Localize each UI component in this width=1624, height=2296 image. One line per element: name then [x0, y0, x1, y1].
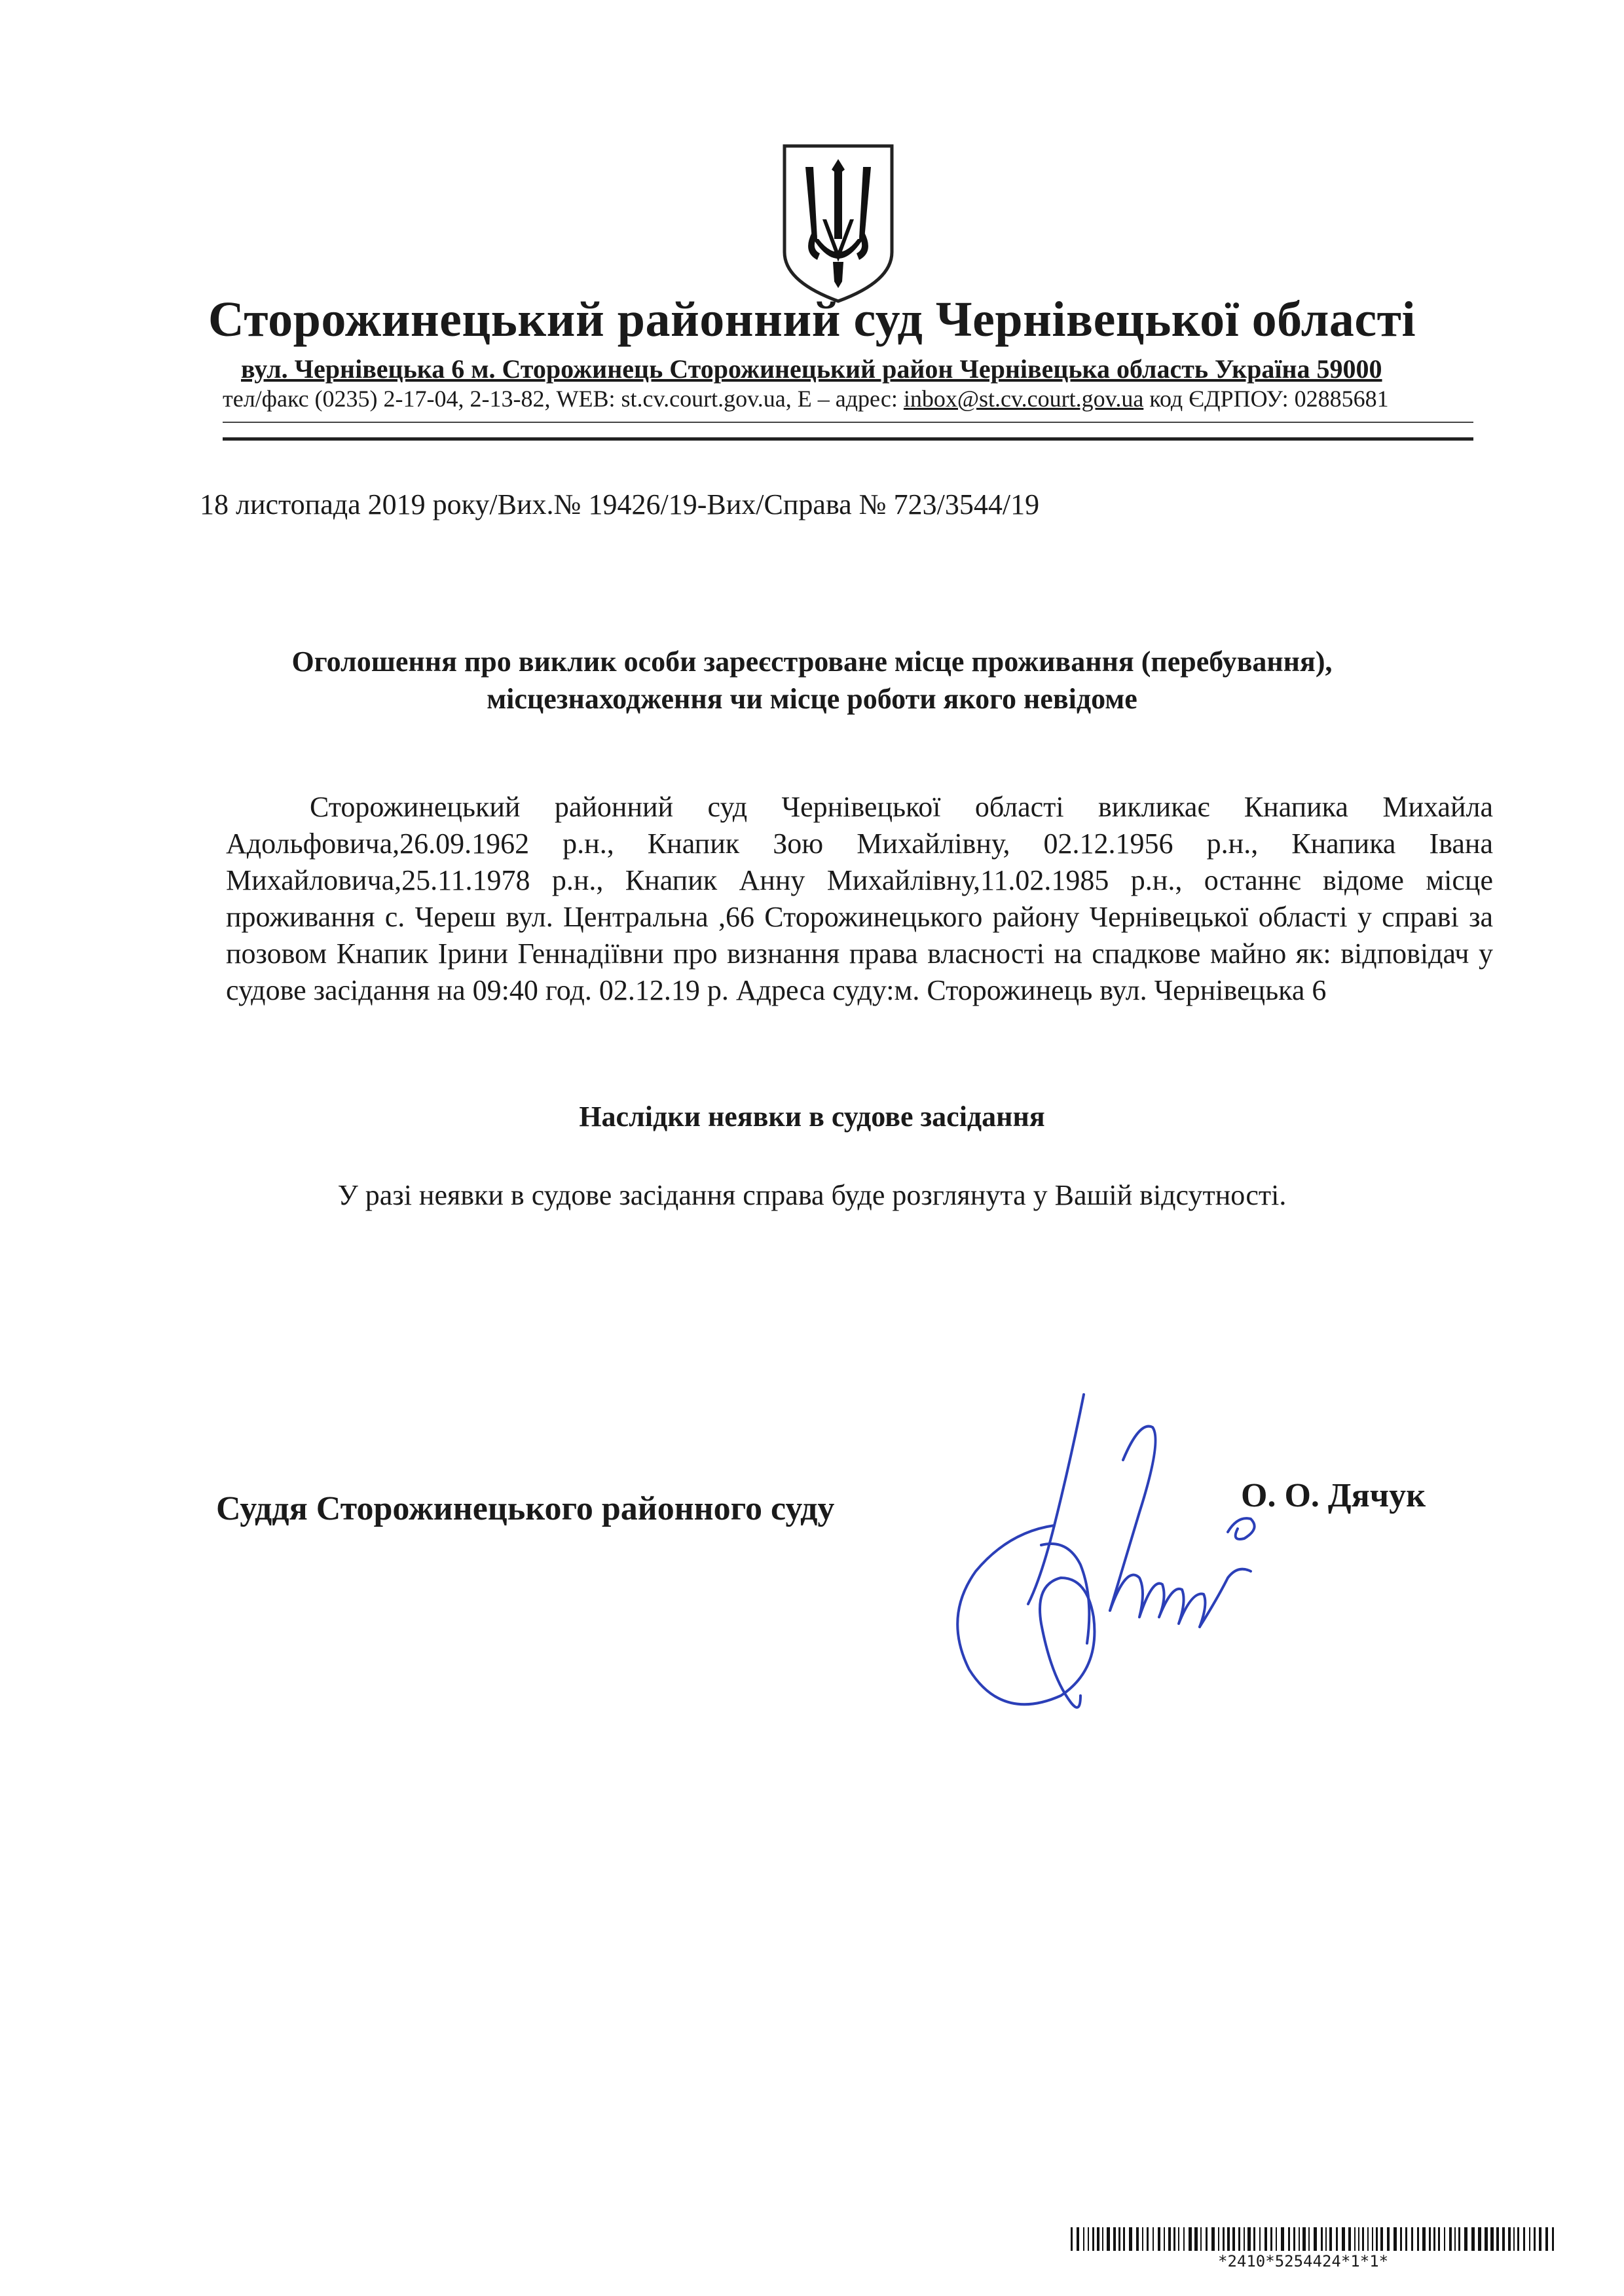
barcode-bar [1517, 2227, 1519, 2251]
contacts-prefix: тел/факс (0235) 2-17-04, 2-13-82, WEB: st.cv.court.gov.ua, Е – адрес: [223, 386, 904, 412]
barcode-bar [1302, 2227, 1306, 2251]
handwritten-signature [930, 1381, 1270, 1748]
barcode-bar [1270, 2227, 1272, 2251]
barcode-bar [1238, 2227, 1240, 2251]
barcode-bar [1464, 2227, 1467, 2251]
barcode-bar [1194, 2227, 1198, 2251]
barcode-bar [1276, 2227, 1277, 2251]
barcode-bar [1147, 2227, 1149, 2251]
court-contacts [223, 385, 1389, 412]
barcode-bar [1417, 2227, 1419, 2251]
barcode-bar [1158, 2227, 1160, 2251]
email-link[interactable]: inbox@st.cv.court.gov.ua [903, 386, 1144, 412]
barcode-bar [1314, 2227, 1317, 2251]
barcode-bar [1454, 2227, 1456, 2251]
barcode-bar [1281, 2227, 1284, 2251]
header-divider-thin [223, 422, 1473, 423]
barcode-bar [1113, 2227, 1116, 2251]
barcode-bar [1393, 2227, 1397, 2251]
barcode-bar [1168, 2227, 1171, 2251]
signer-name: О. О. Дячук [1241, 1477, 1426, 1514]
barcode-bar [1529, 2227, 1530, 2251]
reference-line: 18 листопада 2019 року/Вих.№ 19426/19-Вих/Справа № 723/3544/19 [200, 488, 1040, 520]
barcode-bar [1164, 2227, 1165, 2251]
barcode-bar [1102, 2227, 1103, 2251]
barcode-bar [1293, 2227, 1295, 2251]
barcode-bar [1178, 2227, 1179, 2251]
consequences-heading: Наслідки неявки в судове засідання [579, 1101, 1045, 1133]
barcode-bar [1088, 2227, 1089, 2251]
barcode-bar [1471, 2227, 1475, 2251]
barcode-bar [1107, 2227, 1110, 2251]
barcode-bar [1259, 2227, 1261, 2251]
barcode-bar [1485, 2227, 1488, 2251]
barcode-bar [1496, 2227, 1499, 2251]
barcode-bar [1539, 2227, 1541, 2251]
barcode [1071, 2227, 1557, 2251]
barcode-bar [1433, 2227, 1435, 2251]
barcode-bar [1325, 2227, 1327, 2251]
barcode-bar [1429, 2227, 1431, 2251]
barcode-bar [1545, 2227, 1548, 2251]
barcode-bar [1206, 2227, 1208, 2251]
header-divider [223, 437, 1473, 441]
barcode-bar [1329, 2227, 1332, 2251]
barcode-bar [1513, 2227, 1515, 2251]
barcode-bar [1490, 2227, 1494, 2251]
barcode-bar [1400, 2227, 1402, 2251]
barcode-bar [1244, 2227, 1245, 2251]
barcode-bar [1358, 2227, 1359, 2251]
barcode-bar [1123, 2227, 1125, 2251]
barcode-bar [1136, 2227, 1139, 2251]
barcode-bar [1458, 2227, 1460, 2251]
barcode-bar [1362, 2227, 1364, 2251]
notice-title-line-2: місцезнаходження чи місце роботи якого невідоме [487, 683, 1137, 715]
barcode-bar [1227, 2227, 1230, 2251]
barcode-bar [1288, 2227, 1290, 2251]
barcode-bar [1077, 2227, 1079, 2251]
court-name-heading: Сторожинецький районний суд Чернівецької області [208, 292, 1416, 347]
barcode-bar [1253, 2227, 1255, 2251]
barcode-bar [1118, 2227, 1120, 2251]
barcode-bar [1411, 2227, 1413, 2251]
barcode-bar [1142, 2227, 1143, 2251]
barcode-bar [1218, 2227, 1219, 2251]
notice-body-text: Сторожинецький районний суд Чернівецької області викликає Кнапика Михайла Адольфовича,26.09.1962 р.н., Кнапик Зою Михайлівну, 02.12.1956 р.н., Кнапика Івана Михайловича,25.11.1978 р.н., Кнапик Анну Михайлівну,11.02.1985 р.н., останнє відоме місце проживання с. Череш вул. Центральна ,66 Сторожинецького району Чернівецької області у справі за позовом Кнапик Ірини Геннадіївни про визнання права власності на спадкове майно як: відповідач у судове засідання на 09:40 год. 02.12.19 р. Адреса суду:м. Сторожинець вул. Чернівецька 6 [226, 791, 1493, 1006]
notice-title-line-1: Оголошення про виклик особи зареєстроване місце проживання (перебування), [291, 646, 1333, 678]
barcode-bar [1232, 2227, 1235, 2251]
barcode-bar [1376, 2227, 1378, 2251]
barcode-bar [1502, 2227, 1505, 2251]
contacts-suffix: код ЄДРПОУ: 02885681 [1143, 386, 1389, 412]
barcode-bar [1308, 2227, 1310, 2251]
barcode-number: *2410*5254424*1*1* [1218, 2252, 1389, 2270]
barcode-bar [1534, 2227, 1536, 2251]
barcode-bar [1342, 2227, 1345, 2251]
barcode-bar [1336, 2227, 1338, 2251]
barcode-bar [1405, 2227, 1407, 2251]
barcode-bar [1083, 2227, 1084, 2251]
barcode-bar [1372, 2227, 1373, 2251]
barcode-bar [1200, 2227, 1202, 2251]
barcode-bar [1211, 2227, 1215, 2251]
barcode-bar [1299, 2227, 1300, 2251]
barcode-bar [1449, 2227, 1452, 2251]
barcode-bar [1097, 2227, 1099, 2251]
barcode-bar [1348, 2227, 1351, 2251]
barcode-bar [1153, 2227, 1154, 2251]
coat-of-arms-icon [779, 141, 897, 304]
barcode-bar [1321, 2227, 1323, 2251]
barcode-bar [1438, 2227, 1440, 2251]
barcode-bar [1247, 2227, 1251, 2251]
signer-title: Суддя Сторожинецького районного суду [216, 1490, 835, 1527]
barcode-bar [1173, 2227, 1175, 2251]
barcode-bar [1387, 2227, 1390, 2251]
barcode-bar [1092, 2227, 1094, 2251]
barcode-bar [1478, 2227, 1481, 2251]
barcode-bar [1367, 2227, 1369, 2251]
barcode-bar [1354, 2227, 1356, 2251]
barcode-bar [1189, 2227, 1192, 2251]
barcode-bar [1071, 2227, 1073, 2251]
court-address: вул. Чернівецька 6 м. Сторожинець Сторожинецький район Чернівецька область Україна 59000 [241, 354, 1382, 384]
barcode-bar [1523, 2227, 1525, 2251]
barcode-bar [1380, 2227, 1383, 2251]
barcode-bar [1552, 2227, 1554, 2251]
barcode-bar [1422, 2227, 1426, 2251]
barcode-bar [1444, 2227, 1445, 2251]
barcode-bar [1129, 2227, 1132, 2251]
consequences-text: У разі неявки в судове засідання справа буде розглянута у Вашій відсутності. [337, 1179, 1287, 1211]
barcode-bar [1508, 2227, 1511, 2251]
barcode-bar [1264, 2227, 1267, 2251]
barcode-bar [1223, 2227, 1225, 2251]
barcode-bar [1183, 2227, 1185, 2251]
